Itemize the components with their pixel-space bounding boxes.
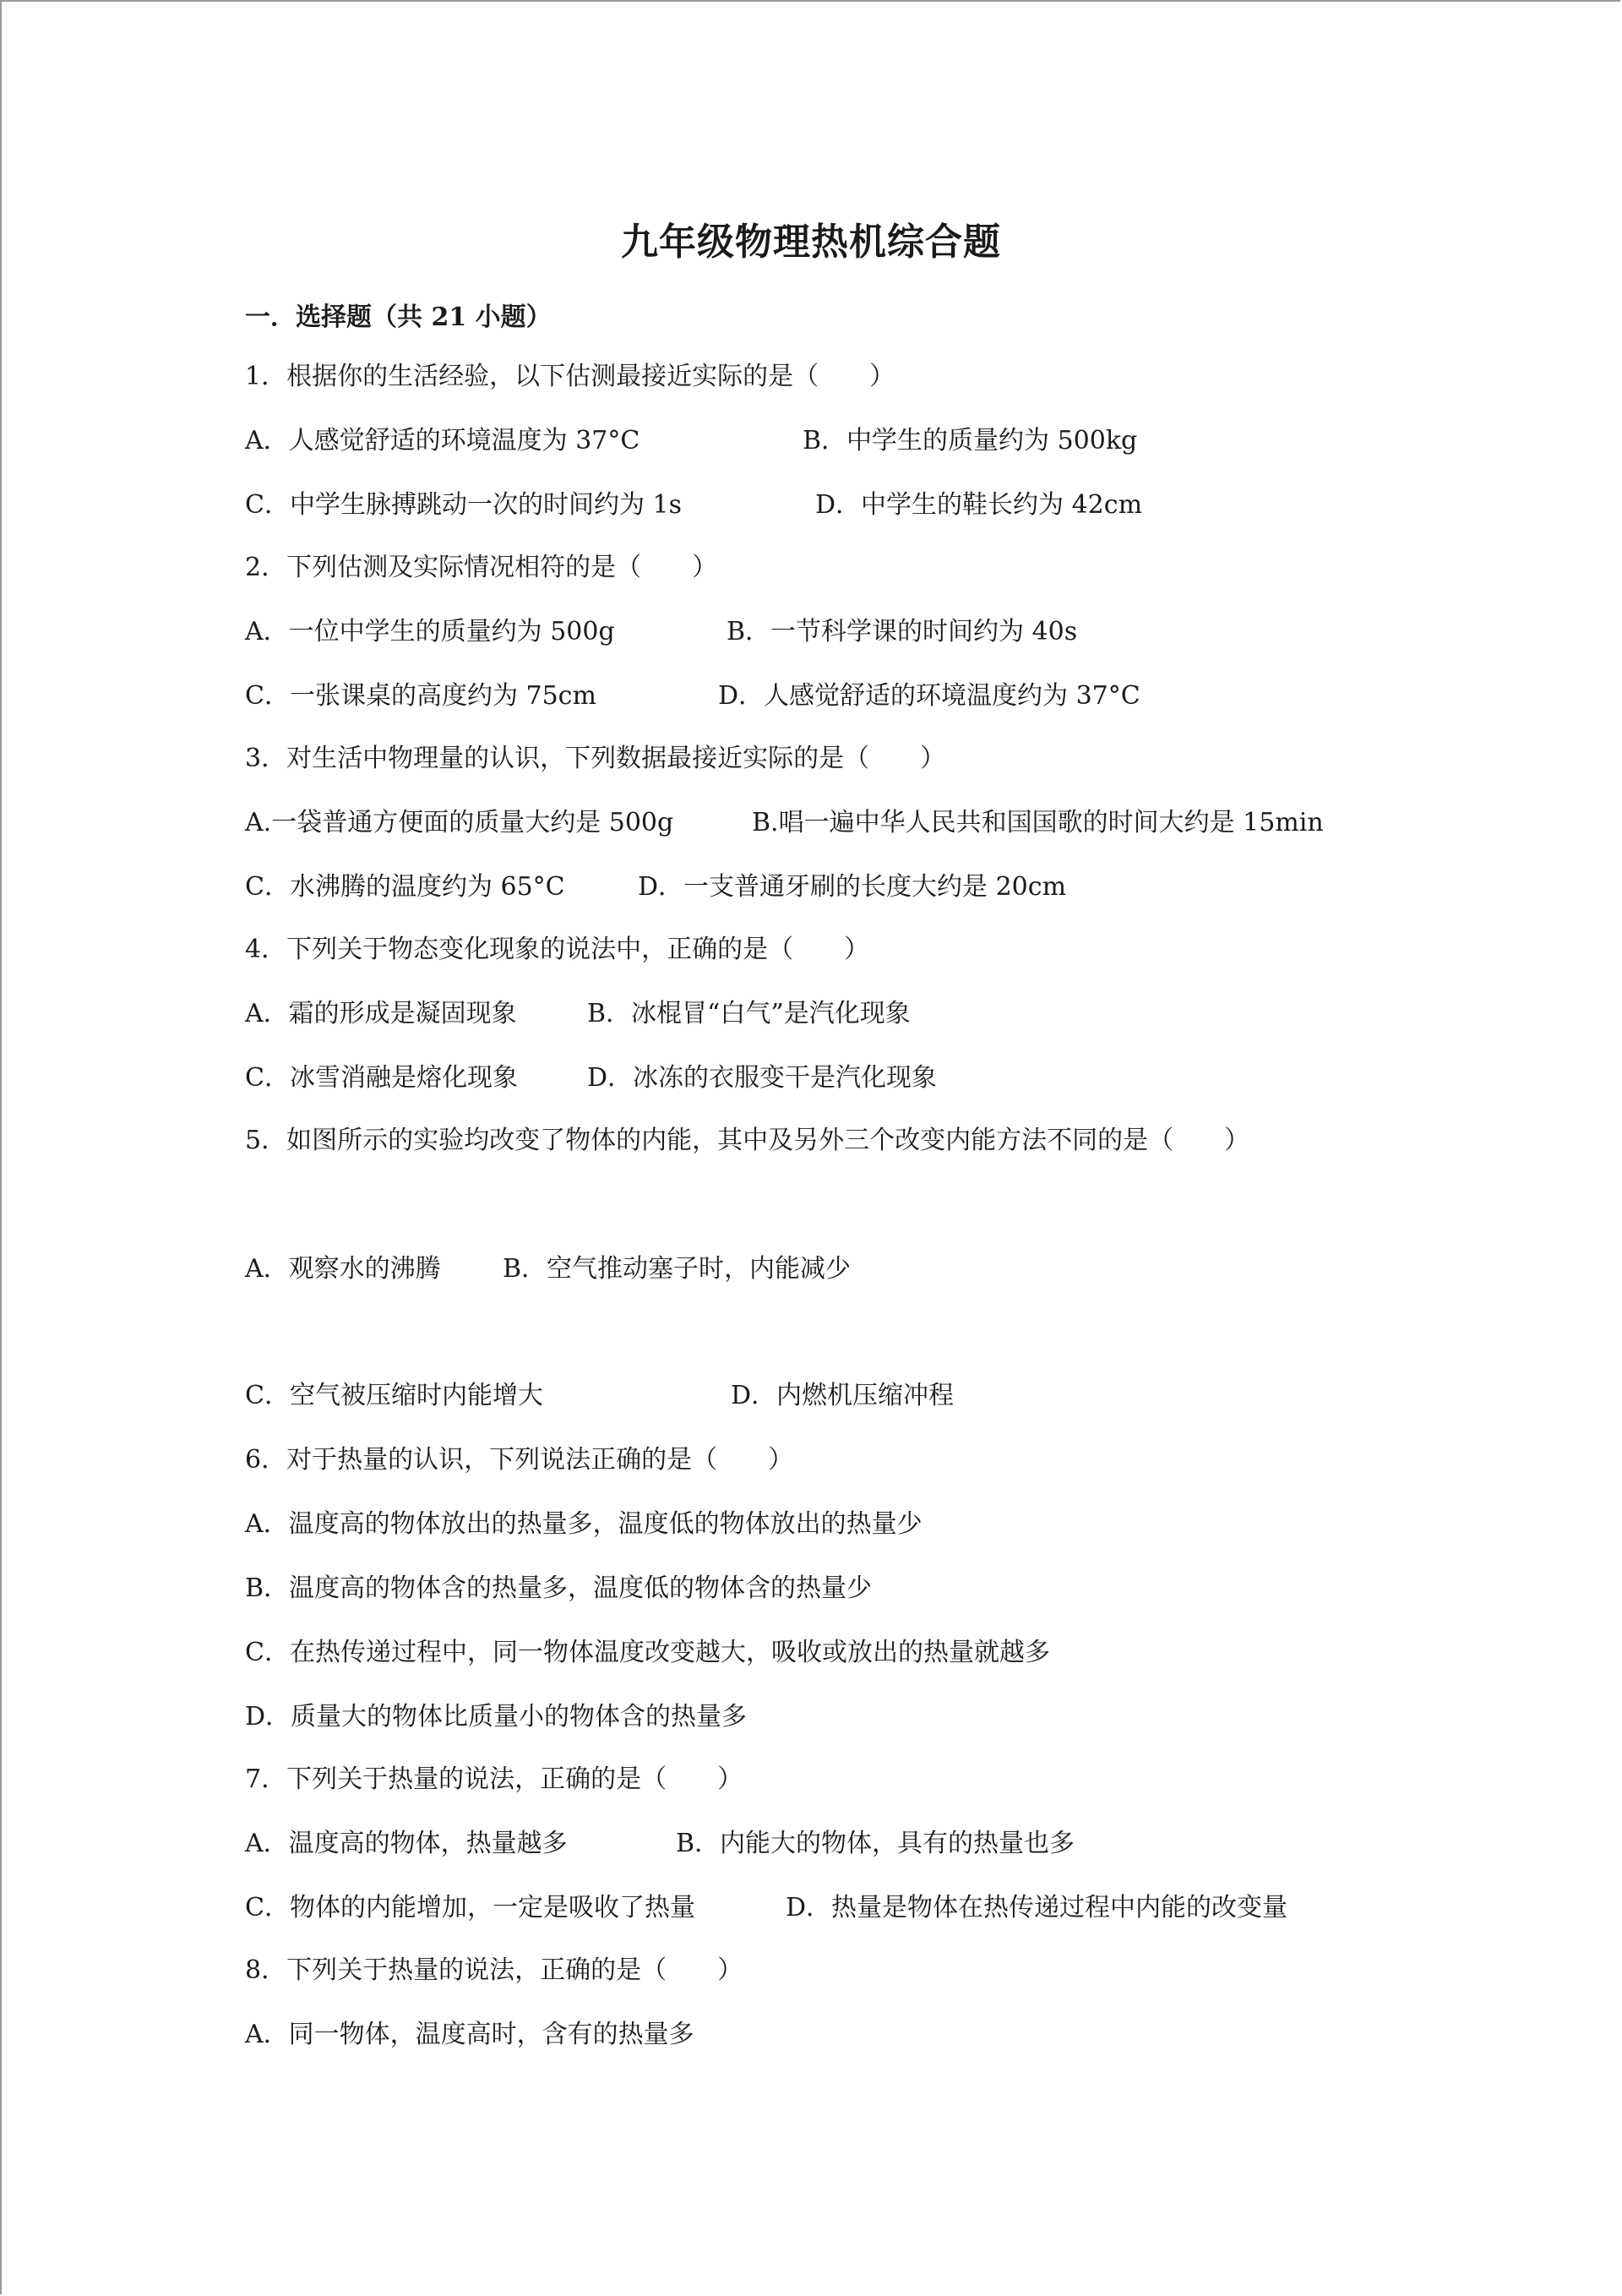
question-5-option-a: A．观察水的沸腾: [245, 1254, 441, 1284]
question-6-stem: 6．对于热量的认识，下列说法正确的是（ ）: [245, 1445, 794, 1475]
document-title: 九年级物理热机综合题: [621, 221, 1001, 264]
question-8-option-a: A．同一物体，温度高时，含有的热量多: [245, 2020, 694, 2049]
question-4-option-c: C．冰雪消融是熔化现象: [245, 1063, 518, 1093]
question-1-option-c: C．中学生脉搏跳动一次的时间约为 1s: [245, 490, 682, 520]
question-5-option-b: B．空气推动塞子时，内能减少: [503, 1254, 852, 1284]
question-4-option-b: B．冰棍冒“白气”是汽化现象: [587, 999, 911, 1028]
question-3-option-a: A.一袋普通方便面的质量大约是 500g: [245, 808, 674, 837]
question-6-option-c: C．在热传递过程中，同一物体温度改变越大，吸收或放出的热量就越多: [245, 1638, 1050, 1667]
question-4-options-row-1: [245, 997, 1428, 1031]
question-5-options-row-2: [245, 1379, 1428, 1413]
question-1-option-b: B．中学生的质量约为 500kg: [803, 426, 1138, 455]
section-heading: 一．选择题（共 21 小题）: [245, 303, 552, 332]
question-1-stem: 1．根据你的生活经验，以下估测最接近实际的是（ ）: [245, 362, 895, 391]
question-4-option-a: A．霜的形成是凝固现象: [245, 999, 517, 1028]
question-1-options-row-2: [245, 488, 1428, 522]
question-3-options-row-1: [245, 806, 1428, 840]
question-8-stem: 8．下列关于热量的说法，正确的是（ ）: [245, 1955, 743, 1985]
question-3-stem: 3．对生活中物理量的认识，下列数据最接近实际的是（ ）: [245, 744, 946, 773]
question-7-option-d: D．热量是物体在热传递过程中内能的改变量: [786, 1893, 1288, 1922]
question-3-options-row-2: [245, 870, 1428, 904]
question-3-option-d: D．一支普通牙刷的长度大约是 20cm: [638, 872, 1067, 902]
question-2-stem: 2．下列估测及实际情况相符的是（ ）: [245, 553, 718, 582]
question-7-options-row-1: [245, 1827, 1428, 1861]
question-7-option-a: A．温度高的物体，热量越多: [245, 1829, 568, 1858]
question-6-option-b: B．温度高的物体含的热量多，温度低的物体含的热量少: [245, 1573, 873, 1603]
question-4-stem: 4．下列关于物态变化现象的说法中，正确的是（ ）: [245, 935, 870, 964]
question-4-options-row-2: [245, 1061, 1428, 1095]
question-2-option-c: C．一张课桌的高度约为 75cm: [245, 681, 596, 711]
question-2-option-b: B．一节科学课的时间约为 40s: [727, 617, 1078, 646]
question-1-options-row-1: [245, 424, 1428, 458]
question-2-options-row-1: [245, 615, 1428, 649]
question-5-options-row-1: [245, 1252, 1428, 1286]
question-2-option-a: A．一位中学生的质量约为 500g: [245, 617, 615, 646]
question-5-stem: 5．如图所示的实验均改变了物体的内能，其中及另外三个改变内能方法不同的是（ ）: [245, 1126, 1250, 1155]
question-1-option-d: D．中学生的鞋长约为 42cm: [815, 490, 1143, 520]
question-3-option-c: C．水沸腾的温度约为 65°C: [245, 872, 565, 902]
question-4-option-d: D．冰冻的衣服变干是汽化现象: [587, 1063, 938, 1093]
question-5-option-c: C．空气被压缩时内能增大: [245, 1381, 543, 1410]
question-7-option-c: C．物体的内能增加，一定是吸收了热量: [245, 1893, 695, 1922]
question-7-options-row-2: [245, 1891, 1428, 1925]
question-2-option-d: D．人感觉舒适的环境温度约为 37°C: [718, 681, 1140, 711]
question-3-option-b: B.唱一遍中华人民共和国国歌的时间大约是 15min: [752, 808, 1324, 837]
question-5-option-d: D．内燃机压缩冲程: [731, 1381, 955, 1410]
question-6-option-d: D．质量大的物体比质量小的物体含的热量多: [245, 1702, 748, 1732]
question-2-options-row-2: [245, 679, 1428, 713]
question-7-stem: 7．下列关于热量的说法，正确的是（ ）: [245, 1764, 743, 1794]
question-1-option-a: A．人感觉舒适的环境温度为 37°C: [245, 426, 640, 455]
question-7-option-b: B．内能大的物体，具有的热量也多: [676, 1829, 1075, 1858]
question-6-option-a: A．温度高的物体放出的热量多，温度低的物体放出的热量少: [245, 1509, 923, 1539]
